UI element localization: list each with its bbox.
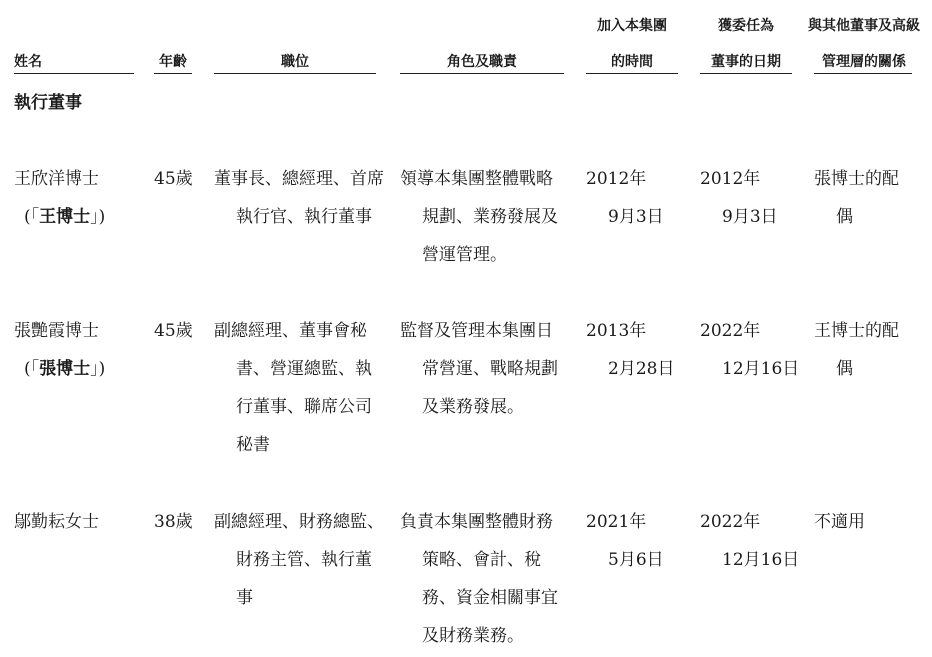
row1-role: 領導本集團整體戰略 規劃、業務發展及 營運管理。 bbox=[400, 169, 558, 265]
row3-name: 鄔勤耘女士 bbox=[14, 512, 99, 532]
header-relation-line1: 與其他董事及高級 bbox=[808, 18, 920, 34]
header-rule-appoint bbox=[700, 73, 792, 74]
row3-age: 38歲 bbox=[154, 512, 193, 532]
header-appoint-line1: 獲委任為 bbox=[718, 18, 774, 34]
header-rule-name bbox=[14, 73, 134, 74]
header-rule-role bbox=[400, 73, 564, 74]
section-title: 執行董事 bbox=[14, 93, 82, 113]
row2-appoint: 2022年 12月16日 bbox=[700, 321, 800, 379]
header-name: 姓名 bbox=[14, 54, 42, 70]
row1-relation: 張博士的配 偶 bbox=[814, 169, 899, 227]
row2-role: 監督及管理本集團日 常營運、戰略規劃 及業務發展。 bbox=[400, 321, 558, 417]
row2-name-text: 張艷霞博士 bbox=[14, 321, 99, 341]
row2-join: 2013年 2月28日 bbox=[586, 321, 675, 379]
row3-join: 2021年 5月6日 bbox=[586, 512, 664, 570]
header-rule-join bbox=[586, 73, 678, 74]
row1-name bbox=[14, 160, 105, 236]
row3-position: 副總經理、財務總監、 財務主管、執行董 事 bbox=[214, 512, 384, 608]
row1-name-text: 王欣洋博士 bbox=[14, 169, 99, 189]
header-join-line2: 的時間 bbox=[611, 54, 653, 70]
row2-name bbox=[14, 312, 105, 388]
row2-age: 45歲 bbox=[154, 321, 193, 341]
row2-relation: 王博士的配 偶 bbox=[814, 321, 899, 379]
row2-alias: (「張博士」) bbox=[24, 359, 106, 379]
header-rule-age bbox=[154, 73, 192, 74]
header-relation-line2: 管理層的關係 bbox=[822, 54, 906, 70]
row3-role: 負責本集團整體財務 策略、會計、稅 務、資金相關事宜 及財務業務。 bbox=[400, 512, 558, 646]
row1-join: 2012年 9月3日 bbox=[586, 169, 664, 227]
header-rule-position bbox=[214, 73, 376, 74]
header-appoint-line2: 董事的日期 bbox=[711, 54, 781, 70]
row1-age: 45歲 bbox=[154, 169, 193, 189]
header-position: 職位 bbox=[281, 54, 309, 70]
row1-appoint: 2012年 9月3日 bbox=[700, 169, 778, 227]
row3-relation: 不適用 bbox=[814, 512, 865, 532]
header-age: 年齡 bbox=[159, 54, 187, 70]
header-rule-relation bbox=[814, 73, 912, 74]
header-role: 角色及職責 bbox=[447, 54, 517, 70]
row2-position: 副總經理、董事會秘 書、營運總監、執 行董事、聯席公司 秘書 bbox=[214, 321, 372, 455]
row1-position: 董事長、總經理、首席 執行官、執行董事 bbox=[214, 169, 384, 227]
row3-appoint: 2022年 12月16日 bbox=[700, 512, 800, 570]
header-join-line1: 加入本集團 bbox=[597, 18, 667, 34]
row1-alias: (「王博士」) bbox=[24, 207, 106, 227]
